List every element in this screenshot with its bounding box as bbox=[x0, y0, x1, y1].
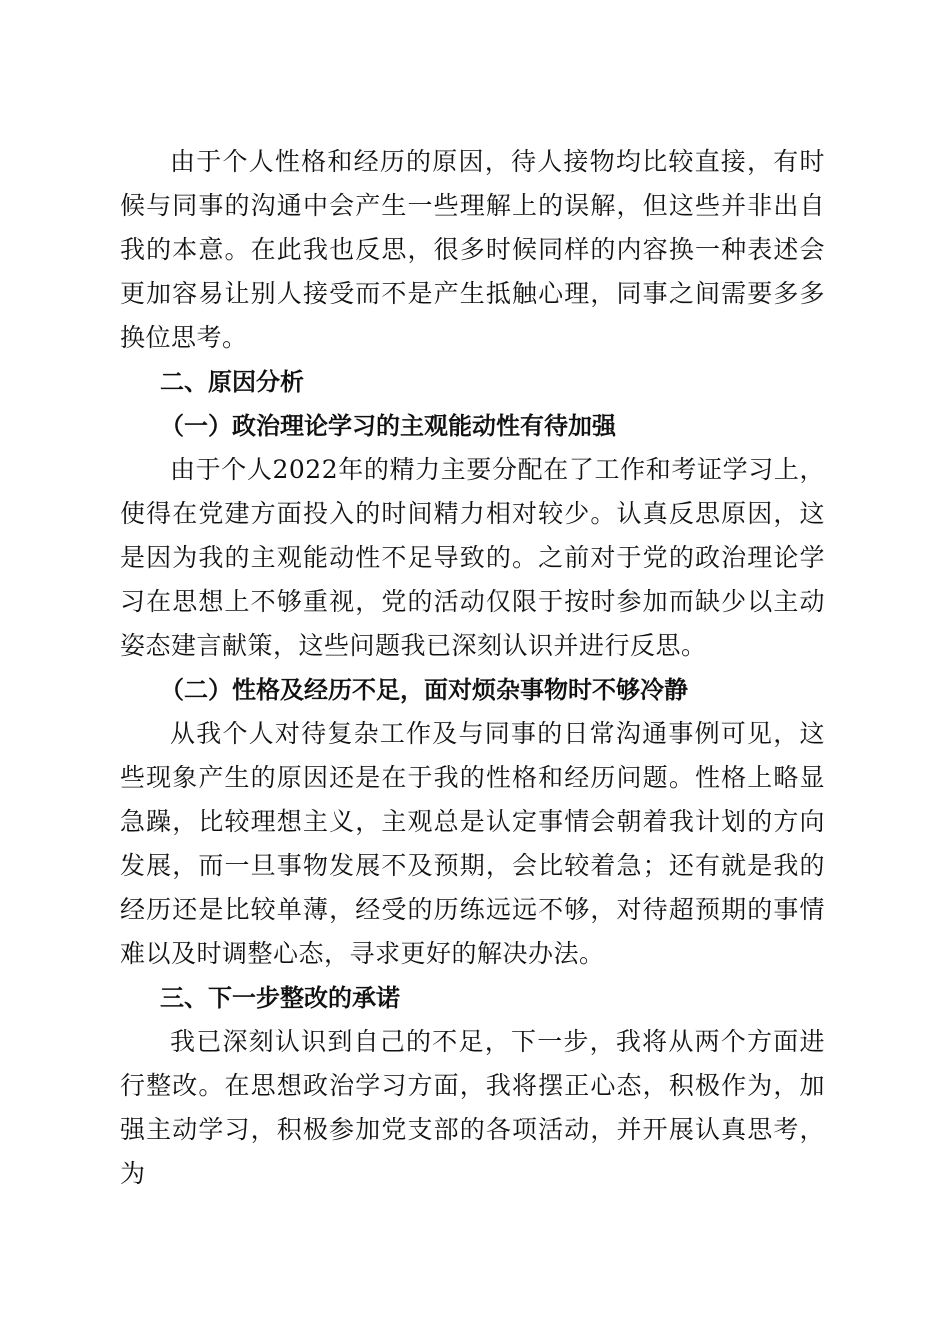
paragraph-commitment: 我已深刻认识到自己的不足，下一步，我将从两个方面进行整改。在思想政治学习方面，我将摆正心态，积极作为，加强主动学习，积极参加党支部的各项活动，并开展认真思考，为 bbox=[120, 1027, 825, 1188]
paragraph-personality: 从我个人对待复杂工作及与同事的日常沟通事例可见，这些现象产生的原因还是在于我的性格和经历问题。性格上略显急躁，比较理想主义，主观总是认定事情会朝着我计划的方向发展，而一旦事物发展不及预期，会比较着急；还有就是我的经历还是比较单薄，经受的历练远远不够，对待超预期的事情难以及时调整心态，寻求更好的解决办法。 bbox=[120, 719, 825, 968]
paragraph-political-study: 由于个人2022年的精力主要分配在了工作和考证学习上，使得在党建方面投入的时间精力相对较少。认真反思原因，这是因为我的主观能动性不足导致的。之前对于党的政治理论学习在思想上不够重视，党的活动仅限于按时参加而缺少以主动姿态建言献策，这些问题我已深刻认识并进行反思。 bbox=[120, 455, 825, 660]
subheading-personality: （二）性格及经历不足，面对烦杂事物时不够冷静 bbox=[160, 675, 688, 704]
section-heading-cause-analysis: 二、原因分析 bbox=[160, 368, 304, 396]
paragraph-communication: 由于个人性格和经历的原因，待人接物均比较直接，有时候与同事的沟通中会产生一些理解上的误解，但这些并非出自我的本意。在此我也反思，很多时候同样的内容换一种表述会更加容易让别人接受而不是产生抵触心理，同事之间需要多多换位思考。 bbox=[120, 147, 825, 352]
subheading-political-study: （一）政治理论学习的主观能动性有待加强 bbox=[160, 411, 616, 440]
document-body bbox=[120, 140, 825, 1196]
section-heading-commitment: 三、下一步整改的承诺 bbox=[160, 984, 400, 1012]
